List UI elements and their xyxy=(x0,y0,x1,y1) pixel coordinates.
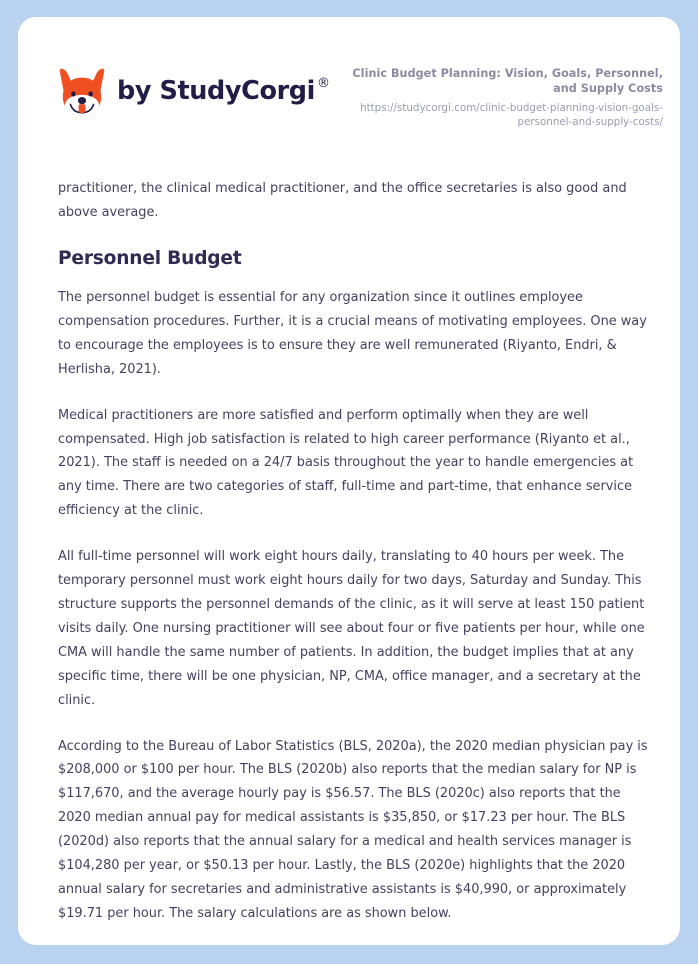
corgi-head-icon xyxy=(58,67,106,117)
section-heading-personnel-budget: Personnel Budget xyxy=(58,247,242,269)
paragraph-personnel-budget-overview: The personnel budget is essential for any organization since it outlines employee compensation procedures. Further, it is a crucial means of motivating employees. One way to encourage the employees is to ensure they are well remunerated (Riyanto, Endri, & Herlisha, 2021). xyxy=(58,290,647,377)
header-document-meta xyxy=(333,63,663,129)
document-body xyxy=(58,177,656,945)
brand-name-text: by StudyCorgi xyxy=(117,76,315,107)
document-url[interactable]: https://studycorgi.com/clinic-budget-planning-vision-goals-personnel-and-supply-costs/ xyxy=(360,101,663,128)
paragraph-intro: practitioner, the clinical medical practitioner, and the office secretaries is also good and above average. xyxy=(58,181,627,220)
brand-logo-group[interactable] xyxy=(58,67,330,117)
registered-trademark-icon: ® xyxy=(316,76,330,92)
document-page-card xyxy=(18,17,680,945)
document-title: Clinic Budget Planning: Vision, Goals, Personnel, and Supply Costs xyxy=(352,67,663,95)
paragraph-work-hours: All full-time personnel will work eight hours daily, translating to 40 hours per week. The temporary personnel must work eight hours daily for two days, Saturday and Sunday. This structure supports the personnel demands of the clinic, as it will serve at least 150 patient visits daily. One nursing practitioner will see about four or five patients per hour, while one CMA will handle the same number of patients. In addition, the budget implies that at any specific time, there will be one physician, NP, CMA, office manager, and a secretary at the clinic. xyxy=(58,549,645,708)
document-header xyxy=(18,17,680,135)
brand-wordmark xyxy=(117,76,330,107)
paragraph-practitioner-satisfaction: Medical practitioners are more satisfied and perform optimally when they are well compensated. High job satisfaction is related to high career performance (Riyanto et al., 2021). The staff is needed on a 24/7 basis throughout the year to handle emergencies at any time. There are two categories of staff, full-time and part-time, that enhance service efficiency at the clinic. xyxy=(58,407,634,519)
paragraph-bls-salary-data: According to the Bureau of Labor Statistics (BLS, 2020a), the 2020 median physician pay is $208,000 or $100 per hour. The BLS (2020b) also reports that the median salary for NP is $117,670, and the average hourly pay is $56.57. The BLS (2020c) also reports that the 2020 median annual pay for medical assistants is $35,850, or $17.23 per hour. The BLS (2020d) also reports that the annual salary for a medical and health services manager is $104,280 per year, or $50.13 per hour. Lastly, the BLS (2020e) highlights that the 2020 annual salary for secretaries and administrative assistants is $40,990, or approximately $19.71 per hour. The salary calculations are as shown below. xyxy=(58,738,648,921)
